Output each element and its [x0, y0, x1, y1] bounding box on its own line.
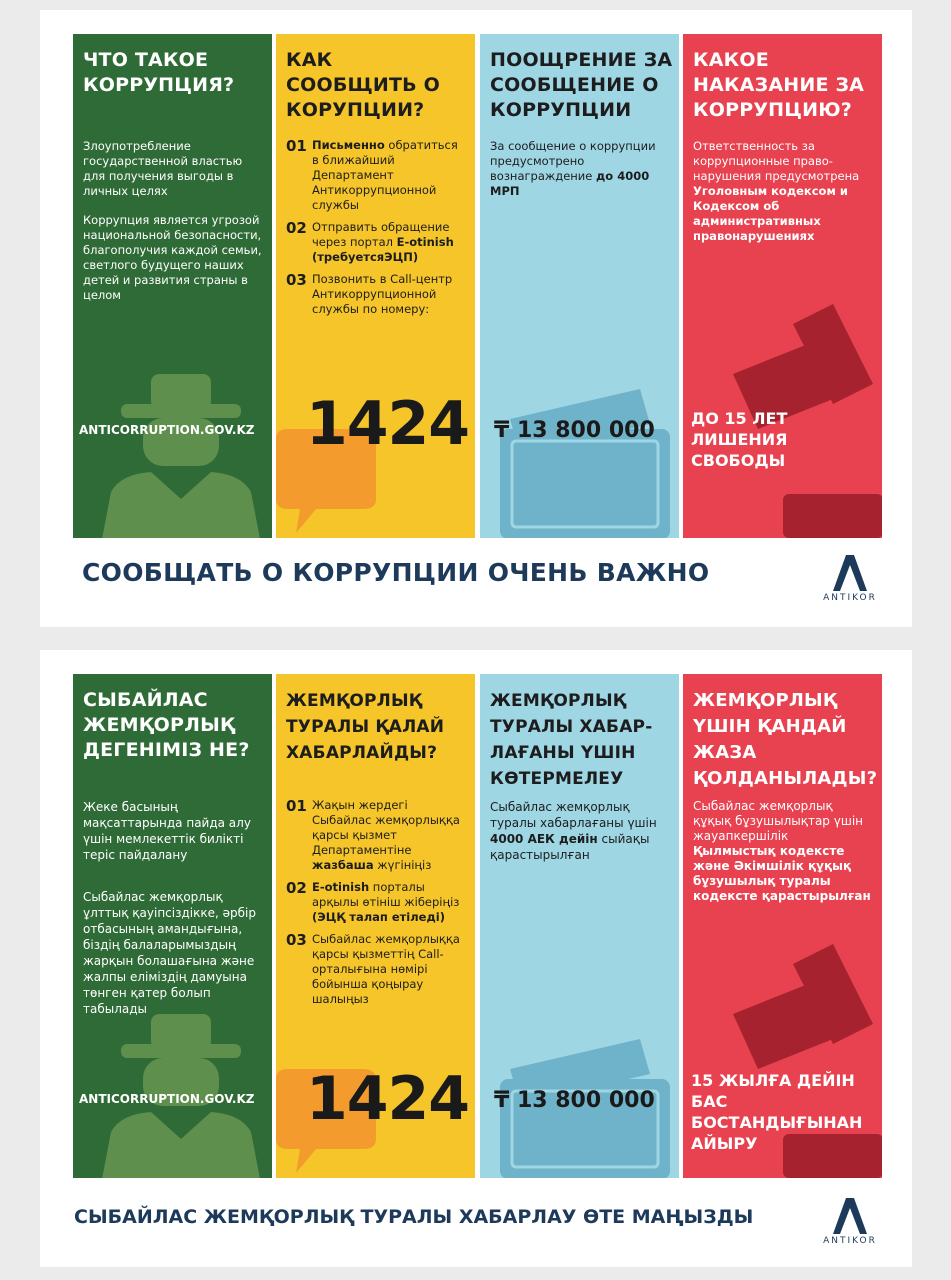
punishment-description: Ответственность за коррупционные право-нарушения предусмотрена — [693, 139, 860, 183]
column-title: ЖЕМҚОРЛЫҚ ҮШІН ҚАНДАЙ ЖАЗА ҚОЛДАНЫЛАДЫ? — [693, 690, 878, 789]
reward-amount: ₸ 13 800 000 — [494, 418, 655, 443]
website-url[interactable]: ANTICORRUPTION.GOV.KZ — [79, 1092, 255, 1106]
column-title: КАК СООБЩИТЬ О КОРУПЦИИ? — [286, 49, 441, 121]
portal-link[interactable]: E-otinish — [312, 880, 370, 894]
step-1 — [286, 138, 467, 213]
column-punishment — [683, 34, 882, 538]
punishment-description: Сыбайлас жемқорлық құқық бұзушылықтар үшін жауапкершілік — [693, 799, 864, 843]
column-punishment — [683, 674, 882, 1178]
column-reward — [480, 674, 679, 1178]
step-2 — [286, 220, 467, 265]
step-text: Отправить обращение через портал — [312, 220, 450, 249]
step-bold-text: жазбаша — [312, 858, 374, 872]
step-number: 01 — [286, 137, 307, 155]
threat-text: Коррупция является угрозой национальной безопасности, благополучия каждой семьи, светлого будущего наших детей и развития страны в целом — [83, 213, 262, 302]
column-title: ЖЕМҚОРЛЫҚ ТУРАЛЫ ХАБАР-ЛАҒАНЫ ҮШІН КӨТЕРМЕЛЕУ — [490, 691, 653, 789]
reward-text — [490, 799, 671, 863]
threat-text: Сыбайлас жемқорлық ұлттық қауіпсіздікке, әрбір отбасының амандығына, біздің балаларымыздың жарқын болашағына және жалпы еліміздің дамуына төнген қатер болып табылады — [83, 890, 256, 1016]
portal-link[interactable]: E-otinish (требуетсяЭЦП) — [312, 235, 454, 264]
reward-amount: ₸ 13 800 000 — [494, 1088, 655, 1113]
column-title: ПООЩРЕНИЕ ЗА СООБЩЕНИЕ О КОРРУПЦИИ — [490, 49, 673, 121]
step-text: порталы арқылы өтініш жіберіңіз — [312, 880, 460, 909]
punishment-term: 15 ЖЫЛҒА ДЕЙІН БАС БОСТАНДЫҒЫНАН АЙЫРУ — [691, 1071, 863, 1153]
column-title: КАКОЕ НАКАЗАНИЕ ЗА КОРРУПЦИЮ? — [693, 49, 865, 121]
website-url[interactable]: ANTICORRUPTION.GOV.KZ — [79, 423, 255, 437]
step-number: 01 — [286, 797, 307, 815]
call-center-number[interactable]: 1424 — [306, 389, 469, 459]
definition-text: Жеке басының мақсаттарында пайда алу үшін мемлекеттік билікті теріс пайдалану — [83, 800, 251, 862]
reward-description: Сыбайлас жемқорлық туралы хабарлағаны үшін — [490, 800, 657, 830]
poster-panel-kazakh — [40, 650, 912, 1267]
call-center-number[interactable]: 1424 — [306, 1064, 469, 1134]
reward-description: За сообщение о коррупции предусмотрено вознаграждение — [490, 139, 656, 183]
steps-list — [286, 798, 467, 1014]
footer-slogan: СЫБАЙЛАС ЖЕМҚОРЛЫҚ ТУРАЛЫ ХАБАРЛАУ ӨТЕ МАҢЫЗДЫ — [74, 1206, 754, 1228]
legal-codes: Уголовным кодексом и Кодексом об административных правонарушениях — [693, 184, 848, 243]
step-3 — [286, 932, 467, 1007]
step-number: 02 — [286, 219, 307, 237]
step-text: Жақын жердегі Сыбайлас жемқорлыққа қарсы қызмет Департаментіне — [312, 798, 460, 857]
money-icon — [490, 389, 670, 538]
column-title: СЫБАЙЛАС ЖЕМҚОРЛЫҚ ДЕГЕНІМІЗ НЕ? — [83, 689, 250, 761]
column-title: ЧТО ТАКОЕ КОРРУПЦИЯ? — [83, 49, 235, 96]
antikor-logo — [820, 555, 880, 603]
column-how-to-report — [276, 674, 475, 1178]
definition-text: Злоупотребление государственной властью для получения выгоды в личных целях — [83, 139, 243, 198]
step-number: 02 — [286, 879, 307, 897]
step-2 — [286, 880, 467, 925]
step-text: Позвонить в Call-центр Антикоррупционной службы по номеру: — [312, 272, 453, 316]
logo-text: ANTIKOR — [823, 593, 877, 603]
step-1 — [286, 798, 467, 873]
reward-amount-mrp: до 4000 МРП — [490, 169, 650, 198]
column-what-is-corruption — [73, 674, 272, 1178]
footer-slogan: СООБЩАТЬ О КОРРУПЦИИ ОЧЕНЬ ВАЖНО — [82, 558, 710, 587]
step-text: обратиться в ближайший Департамент Антикоррупционной службы — [312, 138, 458, 212]
column-body — [83, 799, 264, 1031]
step-text: Сыбайлас жемқорлыққа қарсы қызметтің Call-орталығына нөмірі бойынша қоңырау шалыңыз — [312, 932, 460, 1006]
step-bold-text: Письменно — [312, 138, 385, 152]
column-reward — [480, 34, 679, 538]
antikor-logo — [820, 1198, 880, 1246]
spy-icon — [91, 374, 261, 538]
column-title: ЖЕМҚОРЛЫҚ ТУРАЛЫ ҚАЛАЙ ХАБАРЛАЙДЫ? — [286, 691, 445, 763]
step-bold-text: (ЭЦҚ талап етіледі) — [312, 910, 445, 924]
legal-codes: Қылмыстық кодексте және Әкімшілік құқық бұзушылық туралы кодексте қарастырылған — [693, 844, 871, 903]
column-how-to-report — [276, 34, 475, 538]
punishment-text — [693, 799, 874, 904]
column-what-is-corruption — [73, 34, 272, 538]
logo-text: ANTIKOR — [823, 1236, 877, 1246]
punishment-term: ДО 15 ЛЕТ ЛИШЕНИЯ СВОБОДЫ — [691, 409, 788, 470]
step-3 — [286, 272, 467, 317]
column-body — [83, 139, 264, 317]
punishment-text — [693, 139, 874, 244]
reward-description-tail: сыйақы қарастырылған — [490, 832, 650, 862]
steps-list — [286, 138, 467, 324]
reward-amount-aek: 4000 АЕК дейін — [490, 832, 598, 846]
poster-panel-russian — [40, 10, 912, 627]
antikor-logo-icon — [833, 555, 867, 591]
antikor-logo-icon — [833, 1198, 867, 1234]
step-text-tail: жүгініңіз — [373, 858, 432, 872]
step-number: 03 — [286, 931, 307, 949]
reward-text — [490, 139, 671, 199]
step-number: 03 — [286, 271, 307, 289]
